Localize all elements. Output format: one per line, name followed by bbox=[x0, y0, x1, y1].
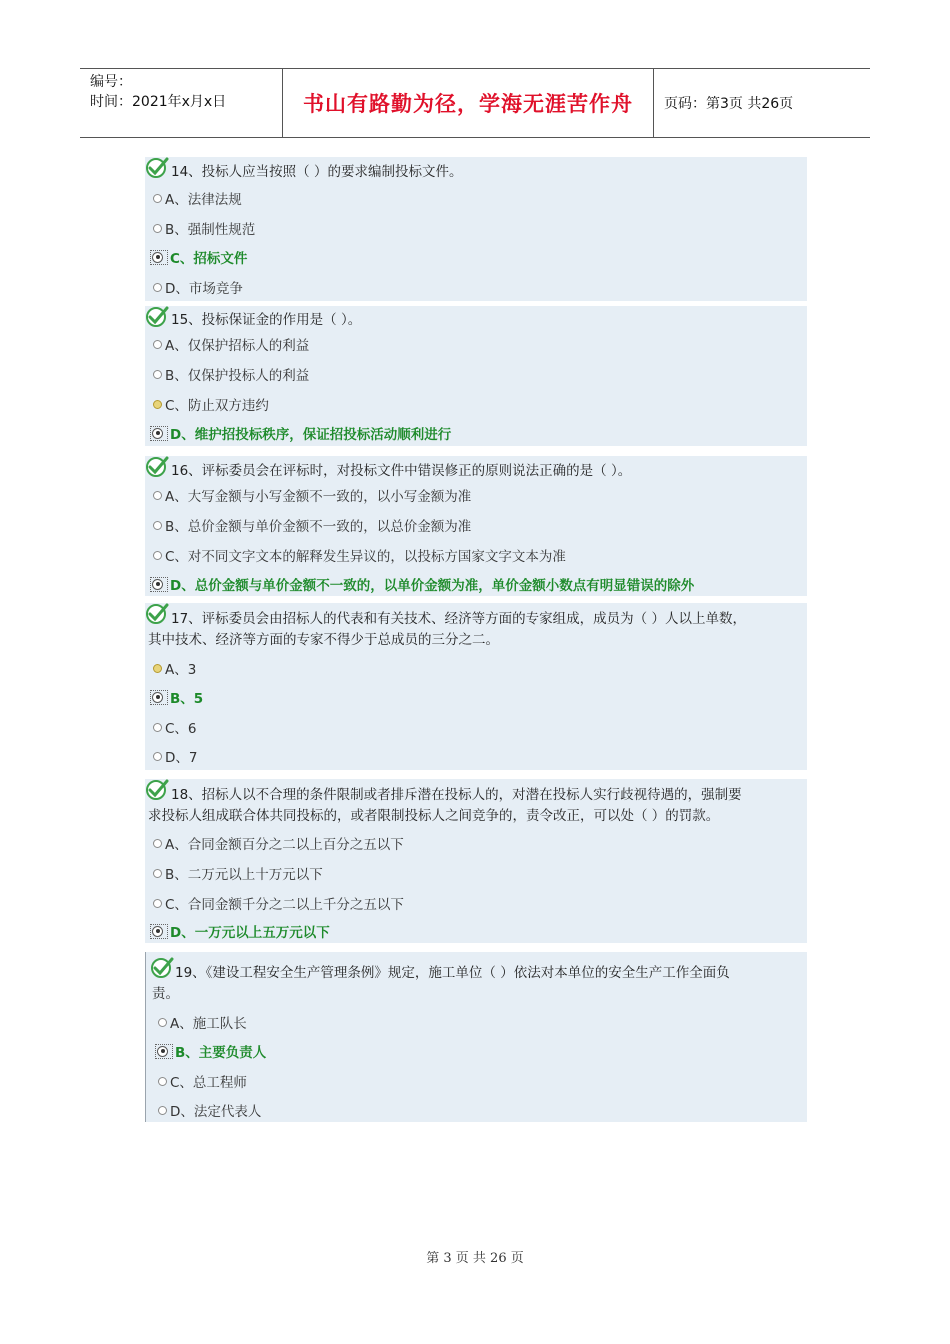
radio-icon[interactable] bbox=[153, 839, 162, 848]
option-c[interactable]: C、合同金额千分之二以上千分之五以下 bbox=[153, 893, 404, 913]
number-label: 编号： bbox=[90, 74, 132, 90]
question-15 bbox=[145, 306, 807, 446]
time-label: 时间：2021年x月x日 bbox=[90, 94, 227, 110]
radio-selected-icon[interactable] bbox=[152, 252, 163, 263]
check-icon bbox=[145, 456, 169, 478]
question-17 bbox=[145, 603, 807, 770]
option-d[interactable]: D、市场竞争 bbox=[153, 277, 243, 297]
question-title: 17、评标委员会由招标人的代表和有关技术、经济等方面的专家组成，成员为（ ）人以上单数， 其中技术、经济等方面的专家不得少于总成员的三分之二。 bbox=[148, 611, 746, 648]
check-icon bbox=[145, 157, 169, 179]
radio-selected-icon[interactable] bbox=[152, 926, 163, 937]
radio-selected-icon[interactable] bbox=[152, 428, 163, 439]
page-label: 页码：第3页 共26页 bbox=[664, 96, 794, 112]
radio-icon[interactable] bbox=[153, 224, 162, 233]
radio-icon[interactable] bbox=[153, 752, 162, 761]
option-a[interactable]: A、法律法规 bbox=[153, 188, 242, 208]
question-19 bbox=[145, 952, 807, 1122]
radio-icon[interactable] bbox=[153, 899, 162, 908]
motto: 书山有路勤为径，学海无涯苦作舟 bbox=[282, 69, 654, 137]
radio-icon[interactable] bbox=[158, 1106, 167, 1115]
question-title: 15、投标保证金的作用是（ ）。 bbox=[171, 312, 362, 328]
radio-selected-icon[interactable] bbox=[152, 579, 163, 590]
option-c[interactable]: C、防止双方违约 bbox=[153, 394, 269, 414]
question-16 bbox=[145, 456, 807, 596]
radio-icon[interactable] bbox=[153, 194, 162, 203]
option-b[interactable]: B、二万元以上十万元以下 bbox=[153, 863, 323, 883]
option-c-selected[interactable]: C、招标文件 bbox=[150, 247, 247, 267]
option-d[interactable]: D、法定代表人 bbox=[158, 1100, 261, 1120]
option-b[interactable]: B、强制性规范 bbox=[153, 218, 255, 238]
question-title: 14、投标人应当按照（ ）的要求编制投标文件。 bbox=[171, 164, 463, 180]
option-b-selected[interactable]: B、5 bbox=[150, 687, 203, 707]
radio-icon[interactable] bbox=[153, 283, 162, 292]
option-b[interactable]: B、仅保护投标人的利益 bbox=[153, 364, 309, 384]
radio-icon[interactable] bbox=[153, 664, 162, 673]
radio-icon[interactable] bbox=[153, 370, 162, 379]
option-d[interactable]: D、7 bbox=[153, 746, 197, 766]
option-d-selected[interactable]: D、维护招投标秩序，保证招投标活动顺利进行 bbox=[150, 423, 451, 443]
page-footer: 第 3 页 共 26 页 bbox=[426, 1251, 524, 1266]
question-14 bbox=[145, 157, 807, 301]
question-title: 19、《建设工程安全生产管理条例》规定，施工单位（ ）依法对本单位的安全生产工作全面负 责。 bbox=[152, 965, 730, 1002]
radio-icon[interactable] bbox=[153, 521, 162, 530]
option-c[interactable]: C、总工程师 bbox=[158, 1071, 247, 1091]
option-d-selected[interactable]: D、一万元以上五万元以下 bbox=[150, 921, 330, 941]
option-b[interactable]: B、总价金额与单价金额不一致的，以总价金额为准 bbox=[153, 515, 471, 535]
radio-icon[interactable] bbox=[153, 551, 162, 560]
document-header bbox=[80, 68, 870, 138]
radio-selected-icon[interactable] bbox=[157, 1046, 168, 1057]
option-c[interactable]: C、6 bbox=[153, 717, 197, 737]
radio-selected-icon[interactable] bbox=[152, 692, 163, 703]
option-d-selected[interactable]: D、总价金额与单价金额不一致的，以单价金额为准，单价金额小数点有明显错误的除外 bbox=[150, 574, 694, 594]
option-a[interactable]: A、3 bbox=[153, 658, 196, 678]
check-icon bbox=[145, 306, 169, 328]
radio-icon[interactable] bbox=[153, 400, 162, 409]
option-a[interactable]: A、施工队长 bbox=[158, 1012, 247, 1032]
radio-icon[interactable] bbox=[153, 491, 162, 500]
option-a[interactable]: A、仅保护招标人的利益 bbox=[153, 334, 309, 354]
option-b-selected[interactable]: B、主要负责人 bbox=[155, 1041, 266, 1061]
radio-icon[interactable] bbox=[153, 723, 162, 732]
radio-icon[interactable] bbox=[153, 340, 162, 349]
radio-icon[interactable] bbox=[153, 869, 162, 878]
radio-icon[interactable] bbox=[158, 1077, 167, 1086]
option-c[interactable]: C、对不同文字文本的解释发生异议的，以投标方国家文字文本为准 bbox=[153, 545, 566, 565]
question-title: 16、评标委员会在评标时，对投标文件中错误修正的原则说法正确的是（ ）。 bbox=[171, 463, 632, 479]
option-a[interactable]: A、大写金额与小写金额不一致的，以小写金额为准 bbox=[153, 485, 471, 505]
radio-icon[interactable] bbox=[158, 1018, 167, 1027]
header-meta bbox=[80, 69, 282, 137]
question-title: 18、招标人以不合理的条件限制或者排斥潜在投标人的，对潜在投标人实行歧视待遇的，强制要 求投标人组成联合体共同投标的，或者限制投标人之间竞争的，责令改正，可以处（ ）的罚款。 bbox=[148, 787, 742, 824]
option-a[interactable]: A、合同金额百分之二以上百分之五以下 bbox=[153, 833, 404, 853]
question-18 bbox=[145, 779, 807, 943]
